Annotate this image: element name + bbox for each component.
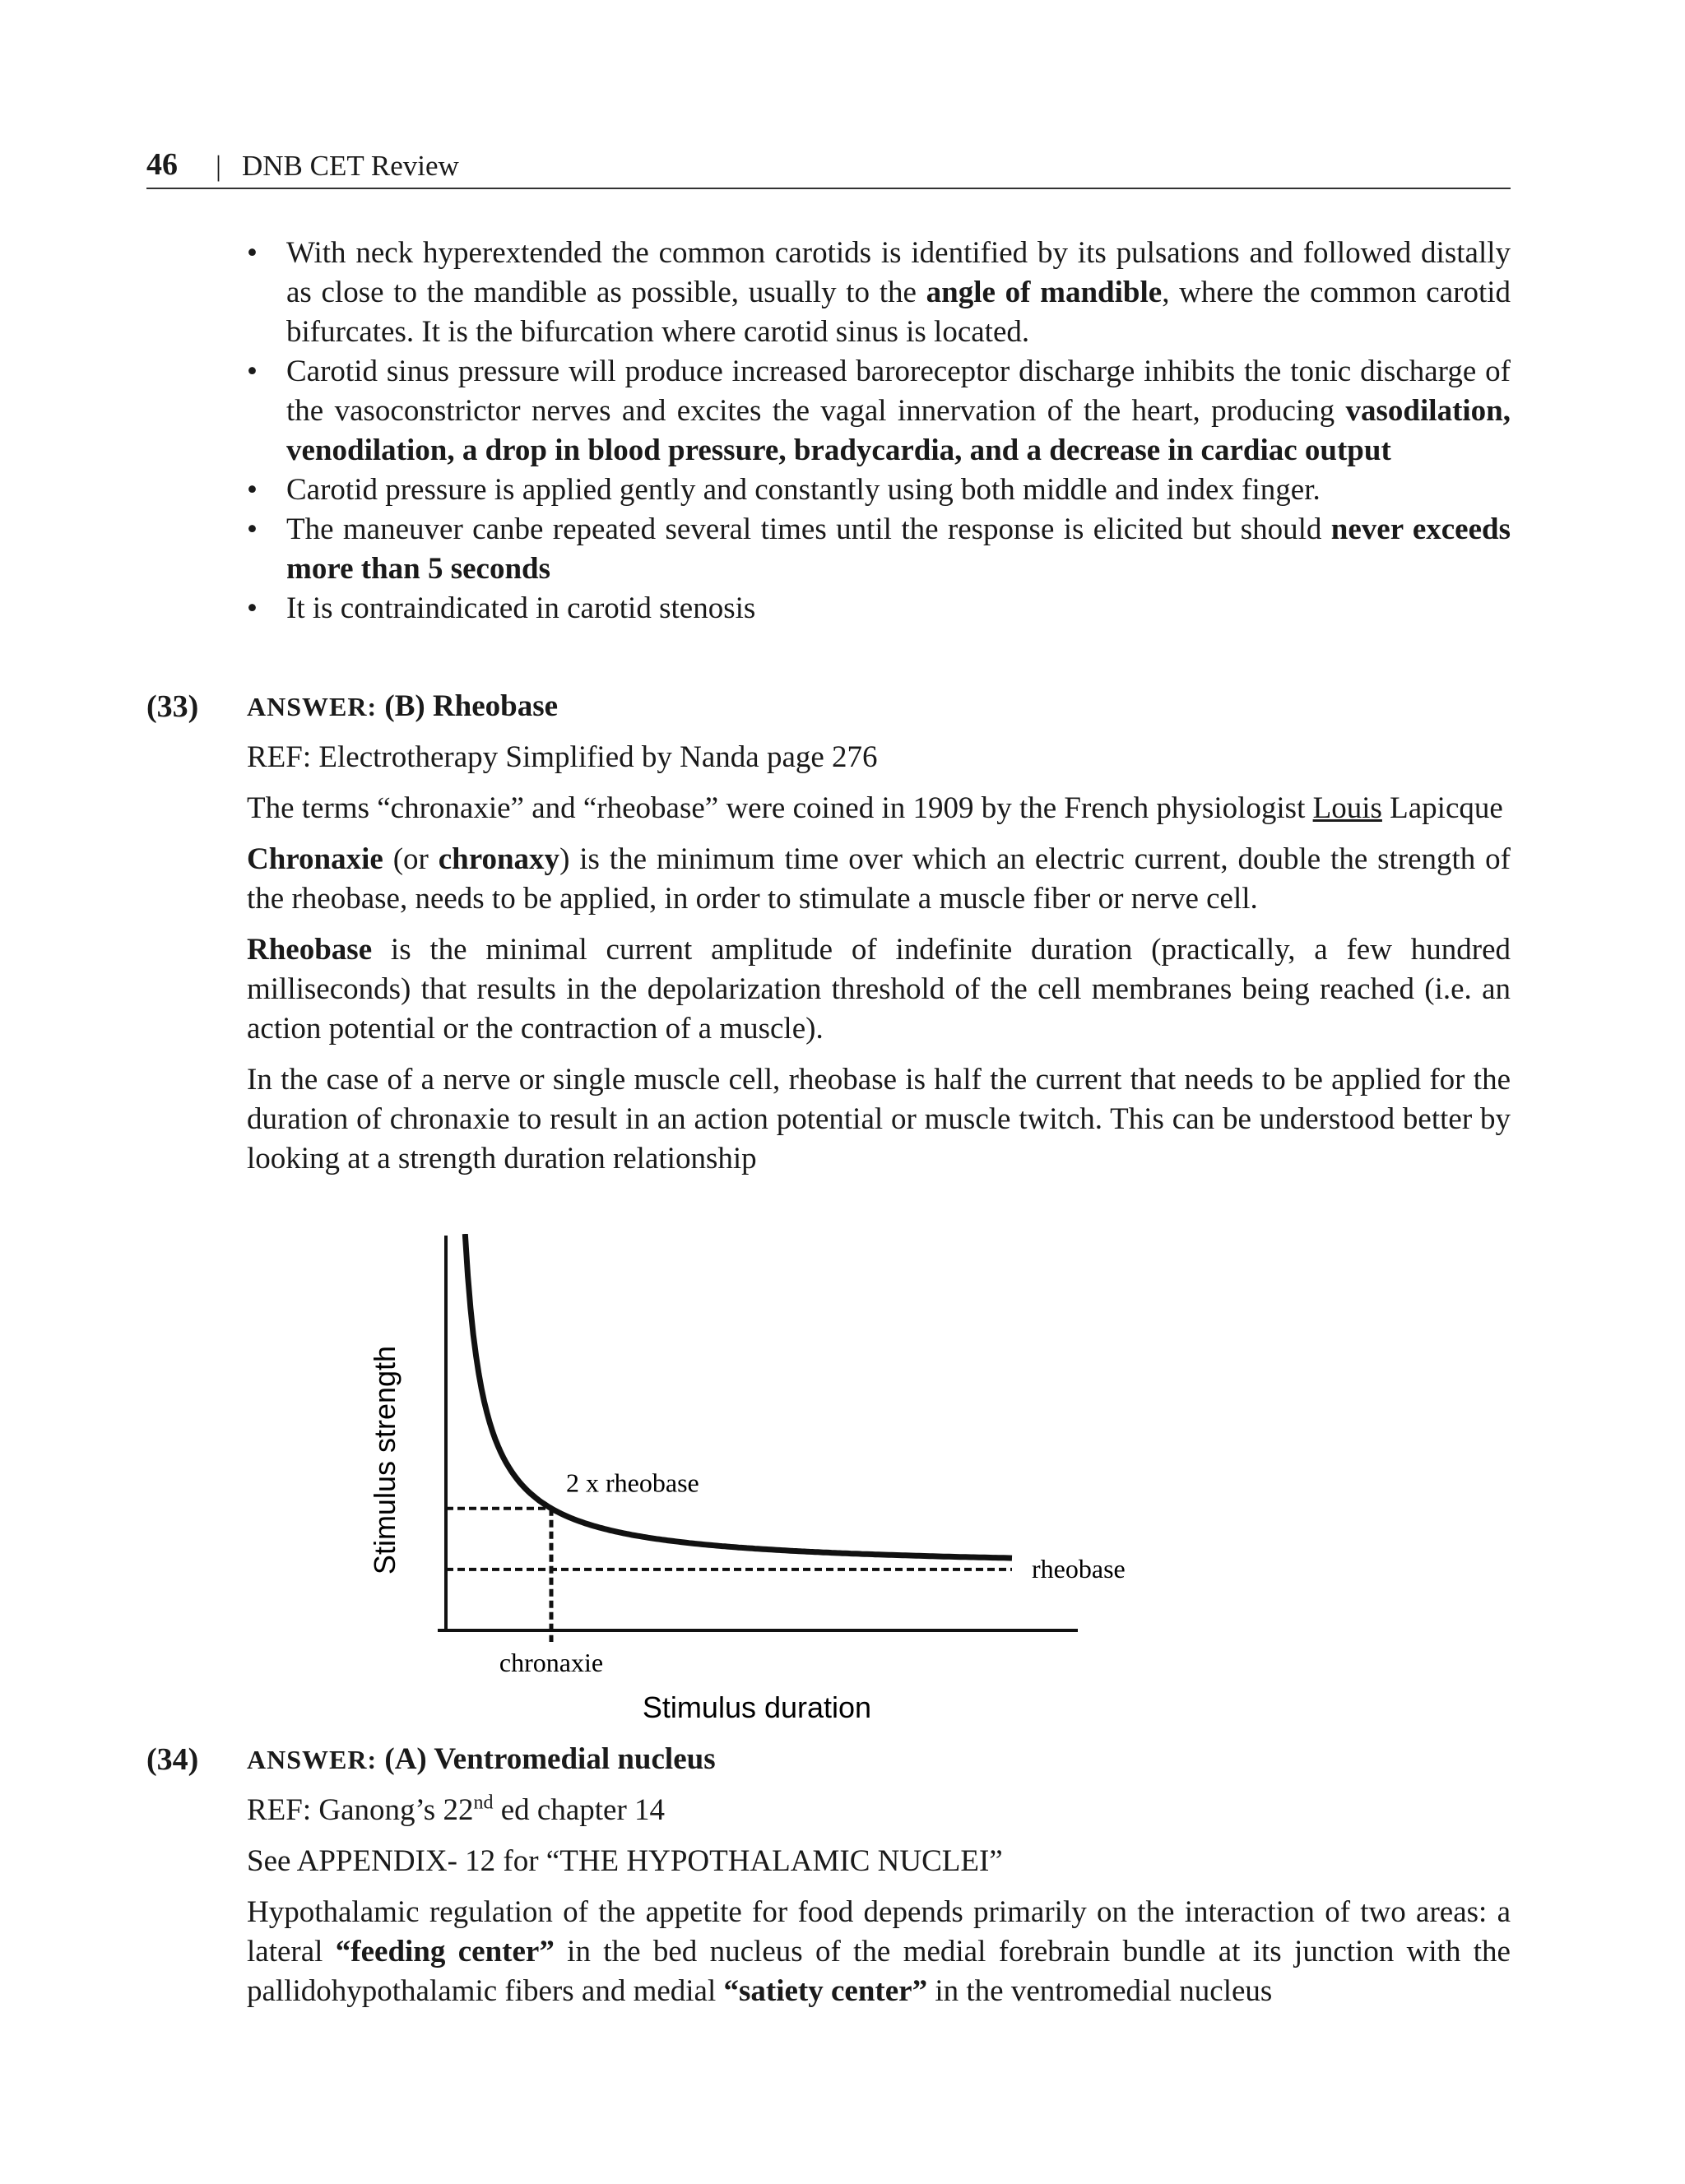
bold-phrase: angle of mandible: [926, 276, 1163, 309]
chronaxie-label: chronaxie: [499, 1648, 604, 1677]
bullet-item: [247, 589, 1511, 628]
text-span: The terms “chronaxie” and “rheobase” were coined in 1909 by the French physiologist: [247, 791, 1313, 825]
bullet-dot: •: [247, 355, 258, 388]
paragraph-coined: [247, 789, 1511, 828]
text-span: is the minimal current amplitude of indefinite duration (practically, a few hundred milliseconds) that results in the depolarization threshold of the cell membranes being reached (i.e. an action potential or the contraction of a muscle).: [247, 933, 1511, 1046]
louis-link[interactable]: Louis: [1312, 791, 1382, 825]
text-span: Carotid sinus pressure will produce increased baroreceptor discharge inhibits the tonic discharge of the vasoconstrictor nerves and excites the vagal innervation of the heart, producing: [286, 355, 1511, 428]
term-satiety-center: “satiety center”: [723, 1974, 928, 2008]
bold-phrase: never exceeds more than 5 seconds: [286, 512, 1511, 586]
bullet-item: [247, 510, 1511, 589]
bullet-item: [247, 471, 1511, 510]
y-axis-title: Stimulus strength: [368, 1345, 402, 1575]
see-appendix: See APPENDIX- 12 for “THE HYPOTHALAMIC NUCLEI”: [247, 1844, 1003, 1878]
text-span: REF: Ganong’s 22: [247, 1793, 474, 1827]
answer-label: ANSWER:: [247, 1745, 378, 1774]
book-title: DNB CET Review: [242, 150, 459, 182]
text-span: The maneuver canbe repeated several times until the response is elicited but should: [286, 512, 1331, 546]
rheobase-label: rheobase: [1032, 1553, 1126, 1584]
x-axis-title: Stimulus duration: [642, 1690, 872, 1724]
bullet-item: [247, 234, 1511, 352]
bullet-item: [247, 352, 1511, 471]
bullet-dot: •: [247, 473, 258, 507]
page-header: [146, 146, 1511, 189]
text-span: With neck hyperextended the common carotids is identified by its pulsations and followed distally as close to the mandible as possible, usually to the: [286, 236, 1511, 309]
answer-34-section: [146, 1740, 1511, 2019]
term-chronaxie: Chronaxie: [247, 842, 383, 876]
answer-line: [247, 1740, 1511, 1779]
text-span: (or: [383, 842, 439, 876]
strength-duration-chart: [362, 1234, 1242, 1744]
text-span: in the bed nucleus of the medial forebrain bundle at its junction with the pallidohypothalamic fibers and medial: [247, 1935, 1511, 2008]
text-span: ed chapter 14: [493, 1793, 666, 1827]
text-span: , where the common carotid bifurcates. It is the bifurcation where carotid sinus is located.: [286, 276, 1511, 349]
text-span: Carotid pressure is applied gently and constantly using both middle and index finger.: [286, 473, 1321, 507]
strength-duration-curve: [465, 1234, 1012, 1558]
text-span: Lapicque: [1381, 791, 1503, 825]
answer-text: (A) Ventromedial nucleus: [384, 1742, 716, 1776]
text-span: Hypothalamic regulation of the appetite for food depends primarily on the interaction of two areas: a lateral: [247, 1895, 1511, 1968]
term-rheobase: Rheobase: [247, 933, 373, 967]
reference: REF: Electrotherapy Simplified by Nanda page 276: [247, 740, 878, 774]
term-feeding-center: “feeding center”: [335, 1935, 555, 1968]
bullet-dot: •: [247, 512, 258, 546]
paragraph-rheobase: [247, 930, 1511, 1049]
bold-phrase: vasodilation, venodilation, a drop in blood pressure, bradycardia, and a decrease in cardiac output: [286, 394, 1511, 467]
answer-label: ANSWER:: [247, 692, 378, 721]
paragraph-strength-duration: In the case of a nerve or single muscle cell, rheobase is half the current that needs to be applied for the duration of chronaxie to result in an action potential or muscle twitch. This can be understood better by looking at a strength duration relationship: [247, 1063, 1511, 1175]
text-span: It is contraindicated in carotid stenosis: [286, 591, 756, 625]
text-span: in the ventromedial nucleus: [927, 1974, 1273, 2008]
question-number: (33): [146, 689, 199, 724]
answer-text: (B) Rheobase: [384, 689, 559, 723]
answer-33-section: [146, 687, 1511, 1187]
reference: [247, 1791, 1511, 1830]
term-chronaxy: chronaxy: [438, 842, 560, 876]
header-separator: |: [216, 150, 222, 182]
paragraph-hypothalamic: [247, 1893, 1511, 2011]
two-x-rheobase-label: 2 x rheobase: [566, 1468, 699, 1498]
bullet-dot: •: [247, 591, 258, 625]
superscript: nd: [473, 1792, 494, 1814]
text-span: ) is the minimum time over which an electric current, double the strength of the rheobase, needs to be applied, in order to stimulate a muscle fiber or nerve cell.: [247, 842, 1511, 916]
question-number: (34): [146, 1742, 199, 1777]
page-number: 46: [146, 147, 178, 182]
carotid-bullet-list: [247, 234, 1511, 628]
paragraph-chronaxie: [247, 840, 1511, 919]
answer-line: [247, 687, 1511, 726]
bullet-dot: •: [247, 236, 258, 270]
